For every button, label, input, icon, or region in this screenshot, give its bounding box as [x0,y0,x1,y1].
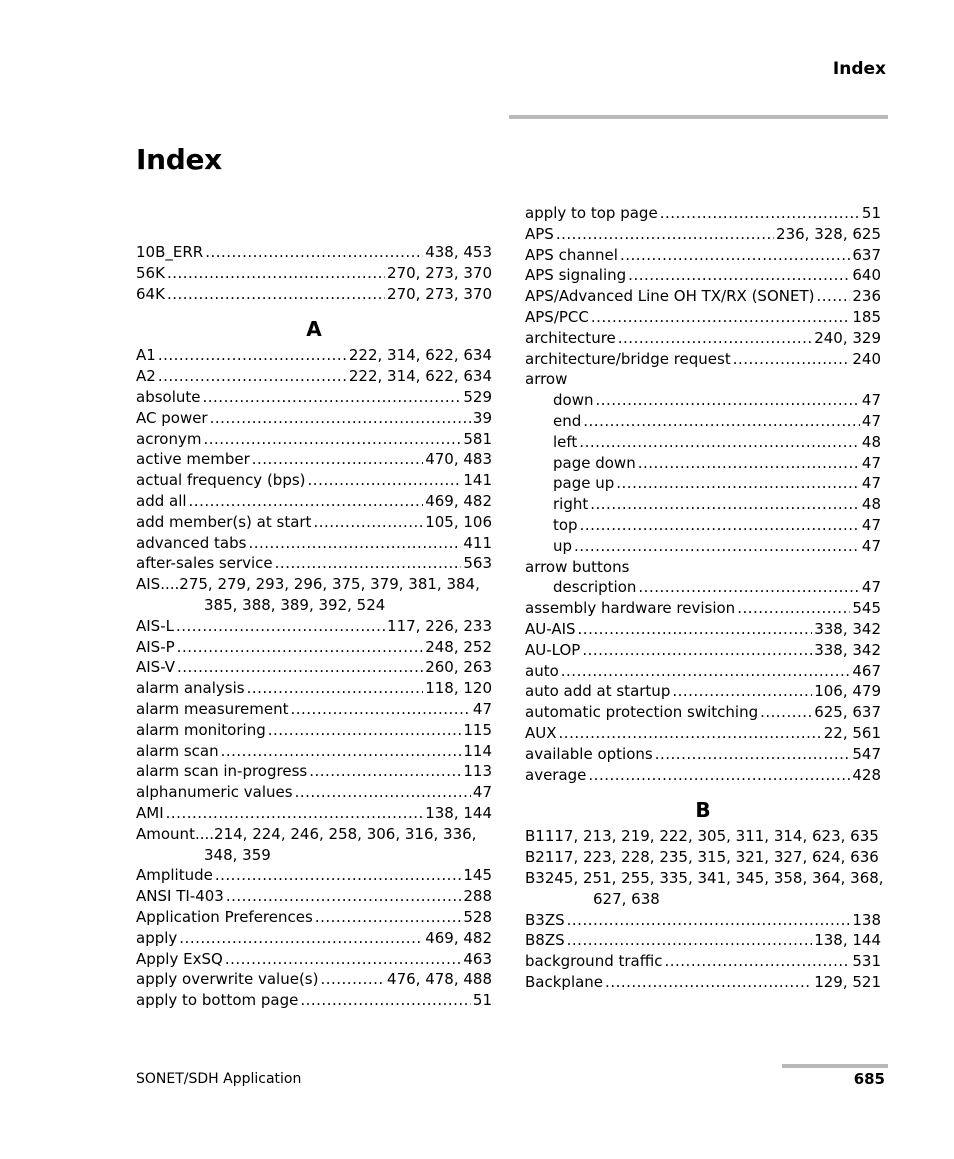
index-entry [136,782,492,803]
index-term: left [553,432,578,451]
leader-dots [620,245,850,266]
index-term: AIS-V [136,658,176,677]
index-pages-continued: 627, 638 [593,889,660,908]
leader-dots [655,744,851,765]
index-entry [136,574,492,616]
index-term: B3ZS [525,910,565,929]
page-title: Index [136,143,222,176]
index-term: 10B_ERR [136,243,204,261]
leader-dots [588,765,850,786]
index-pages: 138 [852,910,881,929]
index-term: ANSI TI-403 [136,887,224,906]
index-term: acronym [136,429,202,448]
index-term: description [553,578,637,597]
index-pages: 563 [463,554,492,573]
index-pages: 117, 223, 228, 235, 315, 321, 327, 624, 636 [544,848,879,867]
index-pages: 47 [472,699,492,718]
leader-dots [252,449,423,470]
index-pages: 115 [463,720,492,739]
index-term: page up [553,474,615,493]
index-term: add all [136,491,187,510]
index-entry-line [136,824,492,845]
leader-dots [733,349,851,370]
leader-dots [315,907,462,928]
index-pages: 428 [852,765,881,784]
index-pages: 270, 273, 370 [387,263,492,282]
index-entry [525,972,881,993]
index-term: B8ZS [525,931,565,950]
index-entry [136,637,492,658]
index-entry [525,847,881,868]
leader-dots [215,865,461,886]
index-subentry [525,390,881,411]
index-entry-line [525,868,884,889]
index-pages: 51 [861,204,881,222]
index-term: 64K [136,284,165,303]
index-pages: 248, 252 [425,637,492,656]
index-pages: 47 [861,578,881,597]
index-term: alarm scan [136,741,219,760]
index-pages: 185 [852,307,881,326]
index-entry [136,928,492,949]
leader-dots [290,699,470,720]
leader-dots: .... [194,824,215,843]
index-pages: 129, 521 [814,972,881,991]
index-pages: 625, 637 [814,703,881,722]
index-term: advanced tabs [136,533,247,552]
index-term: AU-LOP [525,640,581,659]
index-pages: 260, 263 [425,658,492,677]
index-entry [525,265,881,286]
leader-dots [167,263,385,284]
index-term: APS channel [525,245,618,264]
index-pages: 138, 144 [425,803,492,822]
index-term: B2 [525,848,545,867]
index-entry [136,470,492,491]
index-entry-line [136,574,492,595]
index-subentry [525,515,881,536]
index-entry [136,990,492,1011]
index-term: APS signaling [525,266,627,285]
index-entry [136,616,492,637]
index-pages: 529 [463,387,492,406]
index-pages: 145 [463,866,492,885]
index-pages: 141 [463,471,492,490]
index-term: top [553,515,578,534]
leader-dots [166,803,424,824]
index-entry [136,949,492,970]
index-pages: 236, 328, 625 [776,224,881,243]
leader-dots [320,969,385,990]
index-entry [525,951,881,972]
index-term: auto [525,661,559,680]
index-entry [525,328,881,349]
index-heading [525,369,881,390]
index-term: APS [525,224,554,243]
index-pages: 47 [861,411,881,430]
leader-dots [618,328,812,349]
index-term: alarm analysis [136,679,245,698]
index-term: assembly hardware revision [525,599,736,618]
index-term: average [525,765,587,784]
index-term: APS/PCC [525,307,589,326]
index-entry [136,284,492,305]
index-entry [136,865,492,886]
leader-dots [225,949,462,970]
leader-dots [559,723,822,744]
leader-dots [591,307,850,328]
index-entry [136,803,492,824]
leader-dots [737,598,850,619]
index-pages: 469, 482 [425,928,492,947]
index-entry [136,969,492,990]
index-entry [525,245,881,266]
leader-dots [660,203,860,224]
index-subentry [525,411,881,432]
running-header-title: Index [832,59,886,79]
index-pages: 581 [463,429,492,448]
index-term: A2 [136,367,156,386]
index-pages: 39 [472,408,492,427]
index-term: apply [136,928,178,947]
index-entry [525,286,881,307]
leader-dots [616,473,860,494]
leader-dots [295,782,471,803]
footer-doc-title: SONET/SDH Application [136,1071,302,1087]
index-entry [525,681,881,702]
leader-dots [205,242,423,263]
index-term: Amount [136,824,195,843]
index-pages: 47 [861,474,881,493]
index-term: A1 [136,346,156,365]
index-entry [525,765,881,786]
index-term: alphanumeric values [136,783,293,802]
leader-dots [189,491,424,512]
index-pages: 476, 478, 488 [387,970,492,989]
leader-dots [579,432,860,453]
index-pages: 106, 479 [814,682,881,701]
index-entry [136,387,492,408]
index-term: AIS-L [136,616,174,635]
index-entry [136,263,492,284]
leader-dots [177,657,423,678]
leader-dots [268,720,462,741]
index-entry [525,640,881,661]
index-entry [136,553,492,574]
leader-dots [580,515,860,536]
index-pages: 222, 314, 622, 634 [348,367,492,386]
index-term: down [553,391,594,410]
index-pages: 47 [861,453,881,472]
index-pages: 547 [852,744,881,763]
index-pages: 245, 251, 255, 335, 341, 345, 358, 364, 368, [544,868,884,887]
leader-dots [583,411,860,432]
index-term: AUX [525,723,557,742]
index-entry [525,619,881,640]
index-pages: 214, 224, 246, 258, 306, 316, 336, [214,824,477,843]
index-entry [525,307,881,328]
index-term: Amplitude [136,866,213,885]
leader-dots [567,930,813,951]
leader-dots [221,741,462,762]
leader-dots [248,533,461,554]
index-term: active member [136,450,250,469]
leader-dots [309,761,461,782]
index-entry [136,491,492,512]
index-subentry [525,577,881,598]
index-term: Apply ExSQ [136,949,223,968]
index-term: available options [525,744,653,763]
index-pages: 105, 106 [425,512,492,531]
index-subentry [525,473,881,494]
index-term: 56K [136,263,165,282]
index-entry [136,741,492,762]
index-term: after-sales service [136,554,273,573]
index-entry [136,886,492,907]
index-term: absolute [136,387,201,406]
leader-dots [556,224,774,245]
index-subentry [525,453,881,474]
index-entry [136,657,492,678]
index-pages: 47 [472,783,492,802]
index-entry [525,349,881,370]
index-heading [525,557,881,578]
index-pages: 47 [861,391,881,410]
leader-dots [203,387,462,408]
index-term: auto add at startup [525,682,671,701]
index-pages: 236 [852,287,881,306]
index-term: apply to bottom page [136,991,299,1010]
index-entry [525,744,881,765]
index-term: B1 [525,827,545,846]
index-pages: 288 [463,887,492,906]
index-pages: 22, 561 [823,723,881,742]
index-pages: 240 [852,349,881,368]
leader-dots [308,470,462,491]
index-term: right [553,495,589,514]
index-entry [136,429,492,450]
index-pages-continued: 348, 359 [204,845,271,864]
index-entry [136,449,492,470]
index-term: up [553,536,573,555]
index-term: alarm monitoring [136,720,266,739]
index-term: B3 [525,868,545,887]
index-term: apply to top page [525,204,658,222]
index-entry [525,224,881,245]
index-term: APS/Advanced Line OH TX/RX (SONET) [525,287,815,306]
leader-dots [590,494,860,515]
section-letter: B [695,798,711,823]
index-entry [136,678,492,699]
leader-dots [313,512,423,533]
index-pages: 114 [463,741,492,760]
index-pages: 531 [852,952,881,971]
leader-dots [210,408,471,429]
leader-dots [574,536,860,557]
index-pages: 270, 273, 370 [387,284,492,303]
index-entry [136,907,492,928]
index-term: AIS-P [136,637,175,656]
leader-dots [605,972,812,993]
index-pages: 467 [852,661,881,680]
index-entry [136,761,492,782]
leader-dots [582,640,812,661]
index-term: automatic protection switching [525,703,759,722]
leader-dots [275,553,462,574]
leader-dots [638,453,860,474]
leader-dots [158,345,347,366]
index-pages: 438, 453 [425,243,492,261]
index-entry [136,512,492,533]
index-term: AMI [136,803,164,822]
index-term: add member(s) at start [136,512,312,531]
index-entry [525,702,881,723]
index-pages: 51 [472,991,492,1010]
index-entry [525,598,881,619]
index-term: AU-AIS [525,619,576,638]
index-pages: 528 [463,907,492,926]
index-term: architecture/bridge request [525,349,731,368]
index-term: alarm measurement [136,699,289,718]
index-term: architecture [525,328,616,347]
index-pages: 113 [463,762,492,781]
leader-dots [167,284,385,305]
index-term: end [553,411,582,430]
index-pages: 138, 144 [814,931,881,950]
index-pages-continued: 385, 388, 389, 392, 524 [204,595,386,614]
leader-dots [567,910,851,931]
index-pages: 275, 279, 293, 296, 375, 379, 381, 384, [179,575,480,594]
index-subentry [525,432,881,453]
index-entry [525,910,881,931]
index-subentry [525,536,881,557]
leader-dots [247,678,424,699]
index-pages: 117, 213, 219, 222, 305, 311, 314, 623, 635 [544,827,879,846]
index-pages: 463 [463,949,492,968]
leader-dots [203,429,461,450]
index-term: arrow buttons [525,557,630,576]
leader-dots [561,661,851,682]
leader-dots [176,616,385,637]
index-entry [136,366,492,387]
leader-dots [300,990,471,1011]
leader-dots [595,390,859,411]
index-column-right [525,203,884,993]
leader-dots [816,286,850,307]
index-pages: 47 [861,515,881,534]
leader-dots [158,366,347,387]
index-term: AC power [136,408,208,427]
index-pages: 338, 342 [814,640,881,659]
index-term: page down [553,453,636,472]
leader-dots [177,637,424,658]
index-pages: 48 [861,432,881,451]
index-pages: 545 [852,599,881,618]
index-term: actual frequency (bps) [136,471,306,490]
leader-dots [179,928,423,949]
index-entry [525,203,881,224]
index-entry [136,533,492,554]
index-pages: 470, 483 [425,450,492,469]
leader-dots [760,702,812,723]
index-entry [525,723,881,744]
index-entry [525,826,881,847]
index-entry [525,868,884,910]
index-subentry [525,494,881,515]
index-pages: 117, 226, 233 [387,616,492,635]
index-term: arrow [525,370,568,389]
index-term: Application Preferences [136,907,313,926]
index-pages: 469, 482 [425,491,492,510]
index-entry [525,930,881,951]
index-pages: 222, 314, 622, 634 [348,346,492,365]
leader-dots [226,886,462,907]
leader-dots [578,619,813,640]
index-entry [136,408,492,429]
index-term: alarm scan in-progress [136,762,308,781]
index-entry [136,242,492,263]
footer-rule [782,1064,888,1068]
index-pages: 637 [852,245,881,264]
index-pages: 118, 120 [425,679,492,698]
index-pages: 411 [463,533,492,552]
index-pages: 47 [861,536,881,555]
index-entry [136,720,492,741]
index-entry [525,661,881,682]
leader-dots: .... [160,575,180,594]
header-rule [509,115,888,119]
page-number: 685 [853,1070,885,1088]
index-term: AIS [136,575,161,594]
index-pages: 640 [852,266,881,285]
leader-dots [672,681,812,702]
section-letter: A [306,317,322,342]
index-term: Backplane [525,972,604,991]
index-term: apply overwrite value(s) [136,970,319,989]
index-entry [136,824,492,866]
index-pages: 48 [861,495,881,514]
index-entry [136,345,492,366]
index-pages: 338, 342 [814,619,881,638]
leader-dots [638,577,860,598]
leader-dots [664,951,850,972]
index-pages: 240, 329 [814,328,881,347]
index-column-left [136,242,492,1011]
index-term: background traffic [525,952,663,971]
leader-dots [628,265,850,286]
index-entry [136,699,492,720]
